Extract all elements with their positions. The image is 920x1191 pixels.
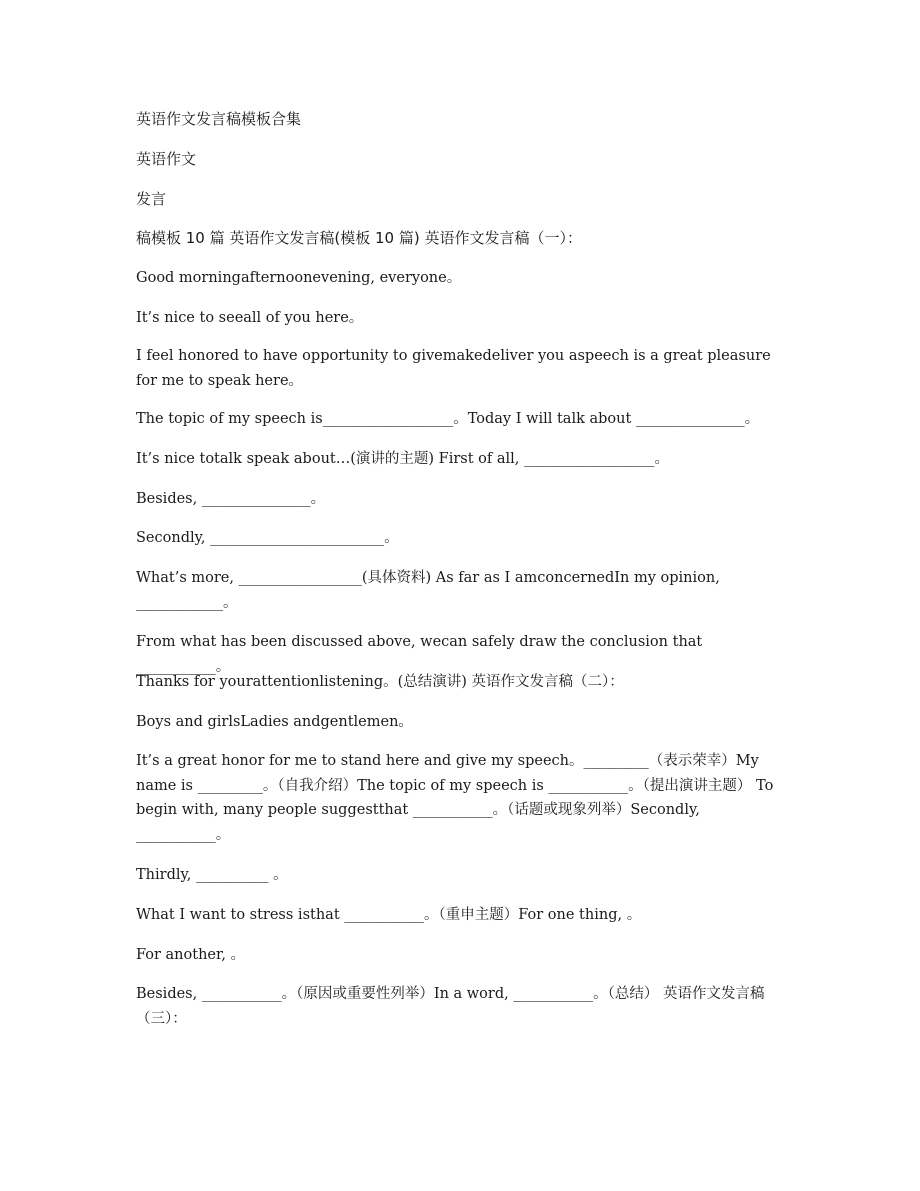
paragraph: 英语作文	[136, 150, 197, 168]
paragraph: Besides, ___________。（原因或重要性列举）In a word, ___________。（总结） 英语作文发言稿（三）：	[136, 986, 765, 1027]
paragraph: Boys and girlsLadies andgentlemen。	[136, 714, 413, 730]
paragraph: It’s nice to seeall of you here。	[136, 310, 364, 326]
paragraph: Besides, _______________。	[136, 491, 326, 507]
document-title: 英语作文发言稿模板合集	[136, 110, 302, 128]
paragraph: What I want to stress isthat ___________。（重申主题）For one thing, 。	[136, 907, 642, 923]
paragraph: Thirdly, __________ 。	[136, 867, 288, 883]
paragraph: 稿模板 10 篇 英语作文发言稿(模板 10 篇) 英语作文发言稿（一）：	[136, 229, 582, 247]
paragraph: It’s a great honor for me to stand here and give my speech。_________（表示荣幸）My name is _________。（自我介绍）The topic of my speech is ___________。（提出演讲主题） To begin with, many people suggestthat ___________。（话题或现象列举）Secondly, ___________。	[136, 753, 774, 843]
paragraph: Secondly, ________________________。	[136, 530, 399, 546]
paragraph: What’s more, _________________(具体资料) As far as I amconcernedIn my opinion, ____________。	[136, 570, 720, 611]
paragraph: I feel honored to have opportunity to givemakedeliver you aspeech is a great pleasure for me to speak here。	[136, 348, 771, 389]
paragraph: From what has been discussed above, wecan safely draw the conclusion that ___________。	[136, 634, 703, 675]
paragraph: It’s nice totalk speak about…(演讲的主题) First of all, __________________。	[136, 451, 670, 467]
paragraph: For another, 。	[136, 947, 246, 963]
paragraph: Thanks for yourattentionlistening。(总结演讲) 英语作文发言稿（二）：	[136, 674, 624, 690]
paragraph: The topic of my speech is__________________。Today I will talk about _______________。	[136, 411, 760, 427]
paragraph: Good morningafternoonevening, everyone。	[136, 270, 462, 286]
paragraph: 发言	[136, 190, 167, 208]
